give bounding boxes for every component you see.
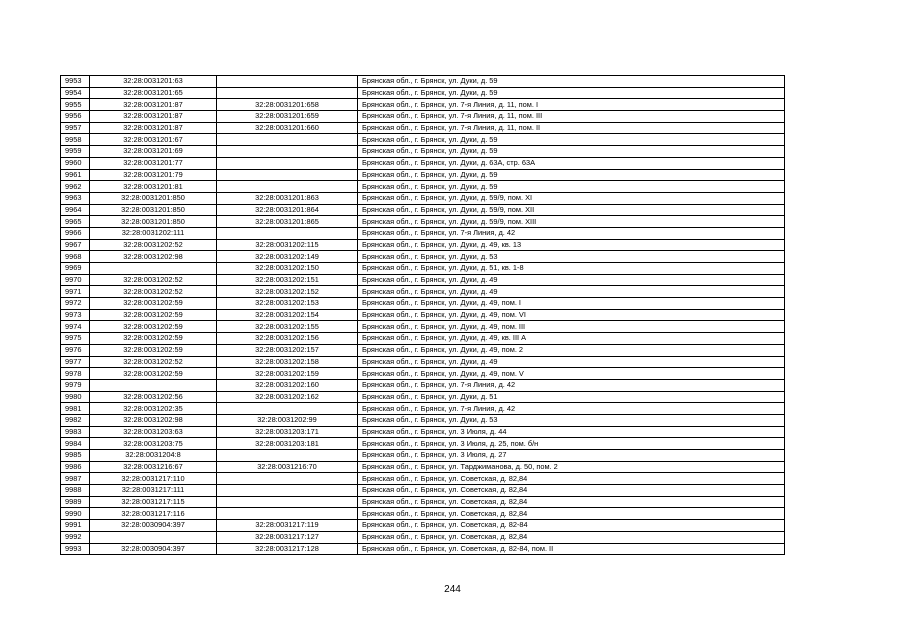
cadastral-number-cell: 32:28:0031201:850 bbox=[90, 192, 217, 204]
row-number-cell: 9991 bbox=[61, 520, 90, 532]
table-row bbox=[61, 87, 785, 99]
row-number-cell: 9977 bbox=[61, 356, 90, 368]
table-row bbox=[61, 333, 785, 345]
table-row bbox=[61, 146, 785, 158]
sub-cadastral-number-cell bbox=[217, 134, 358, 146]
table-row bbox=[61, 99, 785, 111]
table-row bbox=[61, 134, 785, 146]
cadastral-number-cell: 32:28:0031217:111 bbox=[90, 485, 217, 497]
row-number-cell: 9979 bbox=[61, 379, 90, 391]
sub-cadastral-number-cell bbox=[217, 169, 358, 181]
cadastral-number-cell: 32:28:0031217:110 bbox=[90, 473, 217, 485]
cadastral-number-cell: 32:28:0031201:87 bbox=[90, 99, 217, 111]
cadastral-number-cell: 32:28:0031201:850 bbox=[90, 216, 217, 228]
table-row bbox=[61, 274, 785, 286]
address-cell: Брянская обл., г. Брянск, ул. Дуки, д. 59 bbox=[358, 146, 785, 158]
address-cell: Брянская обл., г. Брянск, ул. Дуки, д. 59/9, пом. XI bbox=[358, 192, 785, 204]
cadastral-number-cell: 32:28:0031201:67 bbox=[90, 134, 217, 146]
cadastral-number-cell bbox=[90, 379, 217, 391]
table-row bbox=[61, 204, 785, 216]
table-row bbox=[61, 531, 785, 543]
row-number-cell: 9971 bbox=[61, 286, 90, 298]
address-cell: Брянская обл., г. Брянск, ул. 3 Июля, д. 27 bbox=[358, 450, 785, 462]
table-row bbox=[61, 403, 785, 415]
sub-cadastral-number-cell bbox=[217, 450, 358, 462]
address-cell: Брянская обл., г. Брянск, ул. Дуки, д. 63А, стр. 63А bbox=[358, 157, 785, 169]
address-cell: Брянская обл., г. Брянск, ул. Дуки, д. 59 bbox=[358, 87, 785, 99]
sub-cadastral-number-cell bbox=[217, 76, 358, 88]
table-row bbox=[61, 450, 785, 462]
table-row bbox=[61, 414, 785, 426]
sub-cadastral-number-cell: 32:28:0031202:99 bbox=[217, 414, 358, 426]
row-number-cell: 9967 bbox=[61, 239, 90, 251]
table-row bbox=[61, 368, 785, 380]
cadastral-number-cell: 32:28:0031201:69 bbox=[90, 146, 217, 158]
sub-cadastral-number-cell: 32:28:0031203:181 bbox=[217, 438, 358, 450]
cadastral-number-cell: 32:28:0031202:52 bbox=[90, 356, 217, 368]
cadastral-number-cell: 32:28:0031201:65 bbox=[90, 87, 217, 99]
sub-cadastral-number-cell: 32:28:0031202:151 bbox=[217, 274, 358, 286]
cadastral-number-cell: 32:28:0031202:59 bbox=[90, 298, 217, 310]
row-number-cell: 9975 bbox=[61, 333, 90, 345]
cadastral-number-cell: 32:28:0031204:8 bbox=[90, 450, 217, 462]
table-row bbox=[61, 286, 785, 298]
address-cell: Брянская обл., г. Брянск, ул. Дуки, д. 59 bbox=[358, 134, 785, 146]
cadastral-number-cell: 32:28:0031203:63 bbox=[90, 426, 217, 438]
row-number-cell: 9976 bbox=[61, 344, 90, 356]
sub-cadastral-number-cell: 32:28:0031202:150 bbox=[217, 263, 358, 275]
address-cell: Брянская обл., г. Брянск, ул. Дуки, д. 49, пом. V bbox=[358, 368, 785, 380]
address-cell: Брянская обл., г. Брянск, ул. Дуки, д. 59/9, пом. XII bbox=[358, 204, 785, 216]
row-number-cell: 9974 bbox=[61, 321, 90, 333]
cadastral-number-cell: 32:28:0031201:79 bbox=[90, 169, 217, 181]
address-cell: Брянская обл., г. Брянск, ул. Дуки, д. 51, кв. 1-8 bbox=[358, 263, 785, 275]
address-cell: Брянская обл., г. Брянск, ул. 7-я Линия, д. 42 bbox=[358, 227, 785, 239]
sub-cadastral-number-cell: 32:28:0031201:863 bbox=[217, 192, 358, 204]
table-row bbox=[61, 181, 785, 193]
address-cell: Брянская обл., г. Брянск, ул. 7-я Линия, д. 11, пом. III bbox=[358, 111, 785, 123]
row-number-cell: 9989 bbox=[61, 496, 90, 508]
address-cell: Брянская обл., г. Брянск, ул. Тарджиманова, д. 50, пом. 2 bbox=[358, 461, 785, 473]
sub-cadastral-number-cell: 32:28:0031202:158 bbox=[217, 356, 358, 368]
address-cell: Брянская обл., г. Брянск, ул. Дуки, д. 59 bbox=[358, 181, 785, 193]
address-cell: Брянская обл., г. Брянск, ул. Дуки, д. 49, пом. 2 bbox=[358, 344, 785, 356]
sub-cadastral-number-cell: 32:28:0031202:160 bbox=[217, 379, 358, 391]
table-row bbox=[61, 251, 785, 263]
cadastral-number-cell: 32:28:0031202:52 bbox=[90, 286, 217, 298]
sub-cadastral-number-cell: 32:28:0031216:70 bbox=[217, 461, 358, 473]
address-cell: Брянская обл., г. Брянск, ул. 3 Июля, д. 44 bbox=[358, 426, 785, 438]
table-row bbox=[61, 520, 785, 532]
table-row bbox=[61, 169, 785, 181]
cadastral-number-cell: 32:28:0031203:75 bbox=[90, 438, 217, 450]
table-row bbox=[61, 473, 785, 485]
sub-cadastral-number-cell bbox=[217, 227, 358, 239]
table-row bbox=[61, 508, 785, 520]
row-number-cell: 9981 bbox=[61, 403, 90, 415]
address-cell: Брянская обл., г. Брянск, ул. Дуки, д. 49, пом. I bbox=[358, 298, 785, 310]
sub-cadastral-number-cell: 32:28:0031202:153 bbox=[217, 298, 358, 310]
row-number-cell: 9955 bbox=[61, 99, 90, 111]
cadastral-number-cell: 32:28:0031201:850 bbox=[90, 204, 217, 216]
table-row bbox=[61, 192, 785, 204]
sub-cadastral-number-cell: 32:28:0031202:115 bbox=[217, 239, 358, 251]
address-cell: Брянская обл., г. Брянск, ул. Дуки, д. 49, кв. 13 bbox=[358, 239, 785, 251]
sub-cadastral-number-cell: 32:28:0031217:119 bbox=[217, 520, 358, 532]
row-number-cell: 9970 bbox=[61, 274, 90, 286]
table-row bbox=[61, 321, 785, 333]
row-number-cell: 9965 bbox=[61, 216, 90, 228]
address-cell: Брянская обл., г. Брянск, ул. Дуки, д. 53 bbox=[358, 414, 785, 426]
cadastral-number-cell: 32:28:0031201:77 bbox=[90, 157, 217, 169]
table-row bbox=[61, 391, 785, 403]
row-number-cell: 9957 bbox=[61, 122, 90, 134]
cadastral-number-cell: 32:28:0030904:397 bbox=[90, 543, 217, 555]
row-number-cell: 9961 bbox=[61, 169, 90, 181]
row-number-cell: 9993 bbox=[61, 543, 90, 555]
address-cell: Брянская обл., г. Брянск, ул. 7-я Линия, д. 42 bbox=[358, 379, 785, 391]
row-number-cell: 9956 bbox=[61, 111, 90, 123]
row-number-cell: 9960 bbox=[61, 157, 90, 169]
table-row bbox=[61, 216, 785, 228]
address-cell: Брянская обл., г. Брянск, ул. Дуки, д. 49 bbox=[358, 286, 785, 298]
table-row bbox=[61, 344, 785, 356]
sub-cadastral-number-cell bbox=[217, 508, 358, 520]
cadastral-number-cell: 32:28:0031202:111 bbox=[90, 227, 217, 239]
address-cell: Брянская обл., г. Брянск, ул. Дуки, д. 49 bbox=[358, 356, 785, 368]
sub-cadastral-number-cell: 32:28:0031202:156 bbox=[217, 333, 358, 345]
address-cell: Брянская обл., г. Брянск, ул. Дуки, д. 59/9, пом. XIII bbox=[358, 216, 785, 228]
table-row bbox=[61, 379, 785, 391]
address-cell: Брянская обл., г. Брянск, ул. 7-я Линия, д. 11, пом. II bbox=[358, 122, 785, 134]
sub-cadastral-number-cell: 32:28:0031201:659 bbox=[217, 111, 358, 123]
address-cell: Брянская обл., г. Брянск, ул. 7-я Линия, д. 11, пом. I bbox=[358, 99, 785, 111]
row-number-cell: 9990 bbox=[61, 508, 90, 520]
table-row bbox=[61, 426, 785, 438]
sub-cadastral-number-cell bbox=[217, 181, 358, 193]
sub-cadastral-number-cell: 32:28:0031201:865 bbox=[217, 216, 358, 228]
table-row bbox=[61, 227, 785, 239]
address-cell: Брянская обл., г. Брянск, ул. 3 Июля, д. 25, пом. б/н bbox=[358, 438, 785, 450]
row-number-cell: 9980 bbox=[61, 391, 90, 403]
sub-cadastral-number-cell: 32:28:0031202:157 bbox=[217, 344, 358, 356]
row-number-cell: 9964 bbox=[61, 204, 90, 216]
address-cell: Брянская обл., г. Брянск, ул. Дуки, д. 49, кв. III А bbox=[358, 333, 785, 345]
row-number-cell: 9984 bbox=[61, 438, 90, 450]
sub-cadastral-number-cell bbox=[217, 87, 358, 99]
table-row bbox=[61, 157, 785, 169]
sub-cadastral-number-cell: 32:28:0031217:128 bbox=[217, 543, 358, 555]
cadastral-number-cell: 32:28:0031202:59 bbox=[90, 321, 217, 333]
cadastral-number-cell: 32:28:0031216:67 bbox=[90, 461, 217, 473]
sub-cadastral-number-cell: 32:28:0031202:159 bbox=[217, 368, 358, 380]
address-cell: Брянская обл., г. Брянск, ул. Дуки, д. 49, пом. VI bbox=[358, 309, 785, 321]
sub-cadastral-number-cell: 32:28:0031202:154 bbox=[217, 309, 358, 321]
sub-cadastral-number-cell bbox=[217, 485, 358, 497]
property-table bbox=[60, 75, 785, 555]
table-row bbox=[61, 438, 785, 450]
cadastral-number-cell: 32:28:0031202:59 bbox=[90, 344, 217, 356]
cadastral-number-cell bbox=[90, 263, 217, 275]
cadastral-number-cell: 32:28:0031202:98 bbox=[90, 251, 217, 263]
cadastral-number-cell: 32:28:0031202:56 bbox=[90, 391, 217, 403]
address-cell: Брянская обл., г. Брянск, ул. Дуки, д. 49, пом. III bbox=[358, 321, 785, 333]
table-row bbox=[61, 263, 785, 275]
sub-cadastral-number-cell: 32:28:0031202:155 bbox=[217, 321, 358, 333]
table-row bbox=[61, 461, 785, 473]
address-cell: Брянская обл., г. Брянск, ул. Дуки, д. 51 bbox=[358, 391, 785, 403]
row-number-cell: 9982 bbox=[61, 414, 90, 426]
row-number-cell: 9986 bbox=[61, 461, 90, 473]
sub-cadastral-number-cell bbox=[217, 146, 358, 158]
address-cell: Брянская обл., г. Брянск, ул. Дуки, д. 59 bbox=[358, 76, 785, 88]
sub-cadastral-number-cell: 32:28:0031201:658 bbox=[217, 99, 358, 111]
sub-cadastral-number-cell: 32:28:0031201:660 bbox=[217, 122, 358, 134]
address-cell: Брянская обл., г. Брянск, ул. Советская, д. 82,84 bbox=[358, 496, 785, 508]
row-number-cell: 9988 bbox=[61, 485, 90, 497]
address-cell: Брянская обл., г. Брянск, ул. Советская, д. 82,84 bbox=[358, 508, 785, 520]
sub-cadastral-number-cell bbox=[217, 157, 358, 169]
address-cell: Брянская обл., г. Брянск, ул. 7-я Линия, д. 42 bbox=[358, 403, 785, 415]
sub-cadastral-number-cell bbox=[217, 496, 358, 508]
row-number-cell: 9954 bbox=[61, 87, 90, 99]
cadastral-number-cell bbox=[90, 531, 217, 543]
page-number: 244 bbox=[444, 584, 461, 595]
cadastral-number-cell: 32:28:0030904:397 bbox=[90, 520, 217, 532]
row-number-cell: 9973 bbox=[61, 309, 90, 321]
cadastral-number-cell: 32:28:0031217:115 bbox=[90, 496, 217, 508]
row-number-cell: 9963 bbox=[61, 192, 90, 204]
sub-cadastral-number-cell bbox=[217, 473, 358, 485]
table-row bbox=[61, 239, 785, 251]
cadastral-number-cell: 32:28:0031202:35 bbox=[90, 403, 217, 415]
address-cell: Брянская обл., г. Брянск, ул. Советская, д. 82,84 bbox=[358, 531, 785, 543]
property-table-body bbox=[61, 76, 785, 555]
row-number-cell: 9985 bbox=[61, 450, 90, 462]
cadastral-number-cell: 32:28:0031202:98 bbox=[90, 414, 217, 426]
table-row bbox=[61, 485, 785, 497]
row-number-cell: 9958 bbox=[61, 134, 90, 146]
address-cell: Брянская обл., г. Брянск, ул. Советская, д. 82-84, пом. II bbox=[358, 543, 785, 555]
table-row bbox=[61, 309, 785, 321]
sub-cadastral-number-cell: 32:28:0031202:162 bbox=[217, 391, 358, 403]
cadastral-number-cell: 32:28:0031217:116 bbox=[90, 508, 217, 520]
cadastral-number-cell: 32:28:0031202:52 bbox=[90, 274, 217, 286]
row-number-cell: 9962 bbox=[61, 181, 90, 193]
row-number-cell: 9969 bbox=[61, 263, 90, 275]
cadastral-number-cell: 32:28:0031202:59 bbox=[90, 333, 217, 345]
row-number-cell: 9992 bbox=[61, 531, 90, 543]
row-number-cell: 9959 bbox=[61, 146, 90, 158]
address-cell: Брянская обл., г. Брянск, ул. Советская, д. 82,84 bbox=[358, 485, 785, 497]
row-number-cell: 9966 bbox=[61, 227, 90, 239]
sub-cadastral-number-cell: 32:28:0031203:171 bbox=[217, 426, 358, 438]
row-number-cell: 9978 bbox=[61, 368, 90, 380]
table-row bbox=[61, 543, 785, 555]
address-cell: Брянская обл., г. Брянск, ул. Дуки, д. 49 bbox=[358, 274, 785, 286]
cadastral-number-cell: 32:28:0031202:59 bbox=[90, 309, 217, 321]
cadastral-number-cell: 32:28:0031201:63 bbox=[90, 76, 217, 88]
row-number-cell: 9953 bbox=[61, 76, 90, 88]
address-cell: Брянская обл., г. Брянск, ул. Советская, д. 82-84 bbox=[358, 520, 785, 532]
sub-cadastral-number-cell bbox=[217, 403, 358, 415]
table-row bbox=[61, 76, 785, 88]
cadastral-number-cell: 32:28:0031202:59 bbox=[90, 368, 217, 380]
table-row bbox=[61, 298, 785, 310]
cadastral-number-cell: 32:28:0031201:87 bbox=[90, 111, 217, 123]
table-row bbox=[61, 356, 785, 368]
table-row bbox=[61, 496, 785, 508]
table-row bbox=[61, 122, 785, 134]
sub-cadastral-number-cell: 32:28:0031202:149 bbox=[217, 251, 358, 263]
row-number-cell: 9987 bbox=[61, 473, 90, 485]
address-cell: Брянская обл., г. Брянск, ул. Дуки, д. 53 bbox=[358, 251, 785, 263]
cadastral-number-cell: 32:28:0031202:52 bbox=[90, 239, 217, 251]
table-row bbox=[61, 111, 785, 123]
row-number-cell: 9968 bbox=[61, 251, 90, 263]
row-number-cell: 9983 bbox=[61, 426, 90, 438]
sub-cadastral-number-cell: 32:28:0031202:152 bbox=[217, 286, 358, 298]
cadastral-number-cell: 32:28:0031201:87 bbox=[90, 122, 217, 134]
address-cell: Брянская обл., г. Брянск, ул. Дуки, д. 59 bbox=[358, 169, 785, 181]
row-number-cell: 9972 bbox=[61, 298, 90, 310]
sub-cadastral-number-cell: 32:28:0031201:864 bbox=[217, 204, 358, 216]
cadastral-number-cell: 32:28:0031201:81 bbox=[90, 181, 217, 193]
address-cell: Брянская обл., г. Брянск, ул. Советская, д. 82,84 bbox=[358, 473, 785, 485]
sub-cadastral-number-cell: 32:28:0031217:127 bbox=[217, 531, 358, 543]
